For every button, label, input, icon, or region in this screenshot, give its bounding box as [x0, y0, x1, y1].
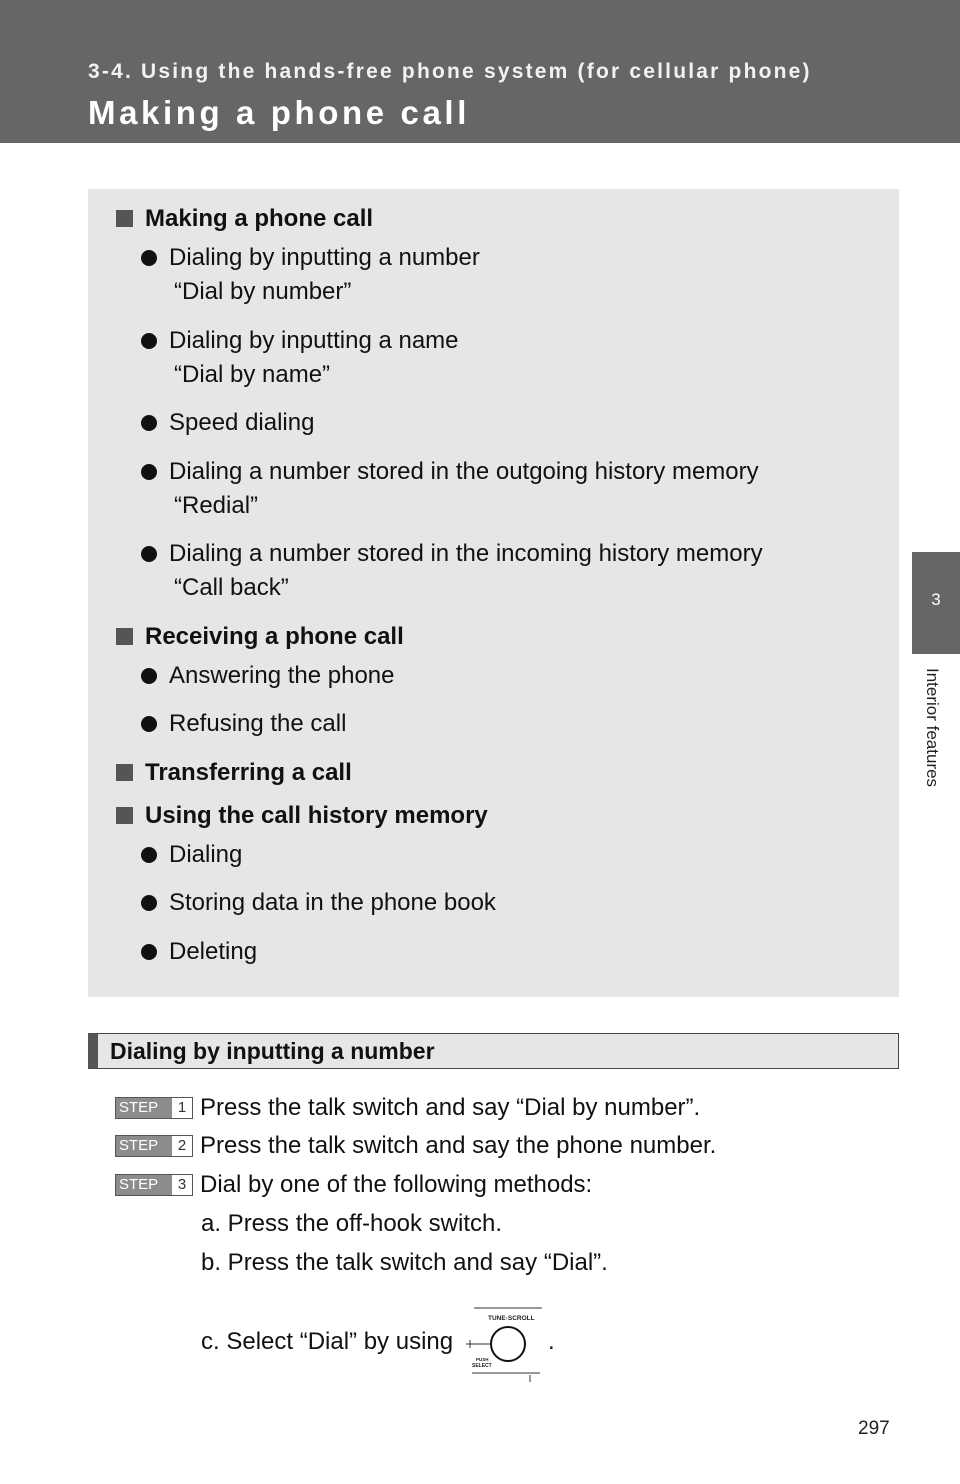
svg-text:PUSH: PUSH [476, 1357, 489, 1362]
square-bullet-icon [116, 807, 133, 824]
chapter-label-wrap [918, 668, 946, 828]
tune-scroll-knob-icon [466, 1304, 546, 1384]
bullet-icon [141, 895, 157, 911]
toc-note: “Call back” [174, 574, 289, 601]
bullet-icon [141, 546, 157, 562]
toc-item: Dialing a number stored in the incoming history memory [141, 540, 763, 568]
overview-box [88, 189, 899, 997]
option-c-period: . [548, 1328, 555, 1355]
procedure-heading [88, 1033, 899, 1069]
procedure-heading-text: Dialing by inputting a number [110, 1038, 435, 1064]
option-a: a. Press the off-hook switch. [201, 1210, 503, 1237]
svg-text:TUNE·SCROLL: TUNE·SCROLL [488, 1315, 535, 1322]
bullet-icon [141, 333, 157, 349]
step-badge: STEP 1 [115, 1097, 193, 1119]
toc-item: Refusing the call [141, 710, 346, 738]
bullet-icon [141, 716, 157, 732]
bullet-icon [141, 415, 157, 431]
chapter-number: 3 [931, 590, 941, 609]
toc-item: Dialing a number stored in the outgoing history memory [141, 458, 759, 486]
bullet-icon [141, 944, 157, 960]
toc-note: “Dial by name” [174, 361, 331, 388]
step-text: Press the talk switch and say “Dial by number”. [200, 1094, 701, 1121]
step-text: Dial by one of the following methods: [200, 1171, 593, 1198]
toc-item: Dialing by inputting a number [141, 244, 480, 272]
bullet-icon [141, 464, 157, 480]
option-b: b. Press the talk switch and say “Dial”. [201, 1249, 608, 1276]
toc-section: Using the call history memory [116, 802, 488, 830]
toc-item: Speed dialing [141, 409, 314, 437]
bullet-icon [141, 847, 157, 863]
step-text: Press the talk switch and say the phone number. [200, 1132, 717, 1159]
page-title: Making a phone call [88, 94, 470, 131]
toc-note: “Redial” [174, 492, 259, 519]
page-header [0, 0, 960, 143]
bullet-icon [141, 668, 157, 684]
toc-item: Storing data in the phone book [141, 889, 496, 917]
square-bullet-icon [116, 628, 133, 645]
chapter-tab [912, 552, 960, 654]
bullet-icon [141, 250, 157, 266]
toc-item: Answering the phone [141, 662, 395, 690]
option-c: c. Select “Dial” by using [201, 1328, 454, 1355]
toc-item: Dialing [141, 841, 242, 869]
toc-item: Deleting [141, 938, 257, 966]
toc-section: Making a phone call [116, 205, 373, 233]
chapter-label: Interior features [923, 668, 942, 788]
page-number: 297 [858, 1418, 890, 1439]
toc-item: Dialing by inputting a name [141, 327, 459, 355]
square-bullet-icon [116, 764, 133, 781]
section-label: 3-4. Using the hands-free phone system (for cellular phone) [88, 60, 812, 83]
toc-note: “Dial by number” [174, 278, 352, 305]
toc-section: Transferring a call [116, 759, 352, 787]
square-bullet-icon [116, 210, 133, 227]
toc-section: Receiving a phone call [116, 623, 404, 651]
step-badge: STEP 2 [115, 1135, 193, 1157]
svg-text:SELECT: SELECT [472, 1363, 492, 1369]
step-badge: STEP 3 [115, 1174, 193, 1196]
